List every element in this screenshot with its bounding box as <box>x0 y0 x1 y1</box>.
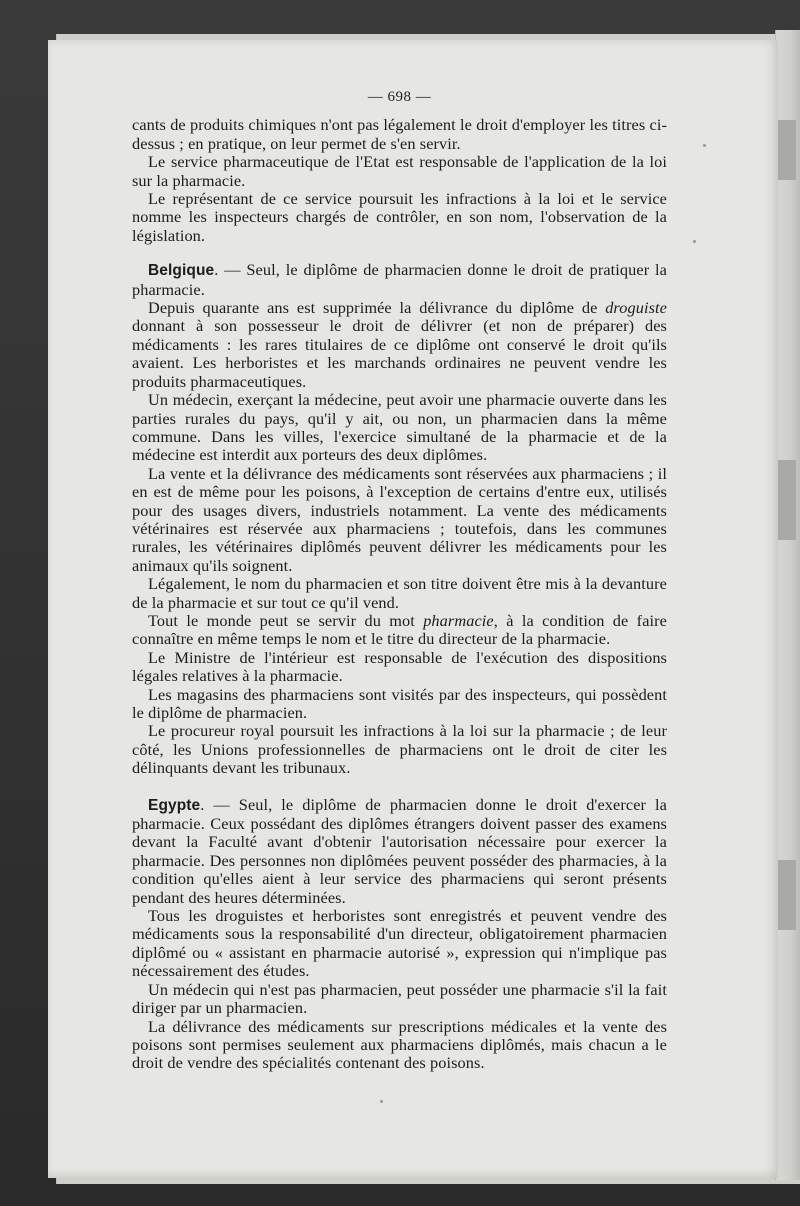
section-belgique-intro <box>132 261 667 299</box>
paragraph: Un médecin, exerçant la médecine, peut avoir une pharmacie ouverte dans les parties rurales du pays, qu'il y ait, ou non, un pharmacien dans la même commune. Dans les villes, l'exercice simultané de la pharmacie et de la médecine est interdit aux porteurs des deux diplômes. <box>132 390 667 465</box>
paragraph-text: donnant à son possesseur le droit de délivrer (et non de préparer) des médicaments : les rares titulaires de ce diplôme ont conservé le droit qu'ils avaient. Les herboristes et les marchands ordinaires ne peuvent vendre les produits pharmaceutiques. <box>132 316 667 391</box>
paragraph: Le service pharmaceutique de l'Etat est responsable de l'application de la loi sur la pharmacie. <box>132 152 667 190</box>
paragraph-text: . — Seul, le diplôme de pharmacien donne le droit d'exercer la pharmacie. Ceux possédant des diplômes étrangers doivent passer des examens devant la Faculté avant d'obtenir l'autorisation nécessaire pour exercer la pharmacie. Des personnes non diplômées peuvent posséder des pharmacies, à la condition qu'elles aient à leur service des pharmaciens qui seront présents pendant des heures déterminées. <box>132 794 667 907</box>
paragraph: Un médecin qui n'est pas pharmacien, peut posséder une pharmacie s'il la fait diriger par un pharmacien. <box>132 979 667 1018</box>
paragraph: La délivrance des médicaments sur prescriptions médicales et la vente des poisons sont permises seulement aux pharmaciens diplômés, mais chacun a le droit de vendre des spécialités contenant des poisons. <box>132 1016 667 1073</box>
section-egypte-intro <box>132 796 667 907</box>
italic-term: pharmacie <box>423 610 494 630</box>
paragraph: Le représentant de ce service poursuit les infractions à la loi et le service nomme les inspecteurs chargés de contrôler, en son nom, l'observation de la législation. <box>132 189 667 245</box>
italic-term: droguiste <box>605 298 667 318</box>
paragraph <box>132 299 667 391</box>
paragraph: cants de produits chimiques n'ont pas légalement le droit d'employer les titres ci-dessus ; en pratique, on leur permet de s'en servir. <box>132 115 667 153</box>
paragraph: Les magasins des pharmaciens sont visités par des inspecteurs, qui possèdent le diplôme de pharmacien. <box>132 684 667 722</box>
page-number: — 698 — <box>367 89 432 105</box>
paragraph: La vente et la délivrance des médicaments sont réservées aux pharmaciens ; il en est de même pour les poisons, à l'exception de certains d'entre eux, utilisés pour des usages divers, industriels notamment. La vente des médicaments vétérinaires est réservée aux pharmaciens ; toutefois, dans les communes rurales, les vétérinaires diplômés peuvent délivrer les médicaments pour les animaux qu'ils soignent. <box>132 463 667 575</box>
paragraph: Le Ministre de l'intérieur est responsable de l'exécution des dispositions légales relatives à la pharmacie. <box>132 647 667 686</box>
paragraph-text: Depuis quarante ans est supprimée la délivrance du diplôme de <box>148 298 606 318</box>
paragraph: Légalement, le nom du pharmacien et son titre doivent être mis à la devanture de la pharmacie et sur tout ce qu'il vend. <box>132 574 667 612</box>
paragraph: Tous les droguistes et herboristes sont enregistrés et peuvent vendre des médicaments sous la responsabilité d'un directeur, obligatoirement pharmacien diplômé ou « assistant en pharmacie autorisé », expression qui n'implique pas nécessairement des études. <box>132 906 667 981</box>
section-heading-egypte: Egypte <box>148 796 201 814</box>
paragraph <box>132 612 667 649</box>
paragraph-text: , à la condition de faire connaître en même temps le nom et le titre du directeur de la pharmacie. <box>132 610 667 649</box>
page-content <box>132 88 667 1073</box>
next-page-edge <box>775 30 800 1180</box>
section-heading-belgique: Belgique <box>148 262 215 280</box>
paragraph-text: . — Seul, le diplôme de pharmacien donne le droit de pratiquer la pharmacie. <box>132 260 667 299</box>
paragraph: Le procureur royal poursuit les infractions à la loi sur la pharmacie ; de leur côté, les Unions professionnelles de pharmaciens ont le droit de citer les délinquants devant les tribunaux. <box>132 721 667 778</box>
paragraph-text: Tout le monde peut se servir du mot <box>148 610 424 630</box>
